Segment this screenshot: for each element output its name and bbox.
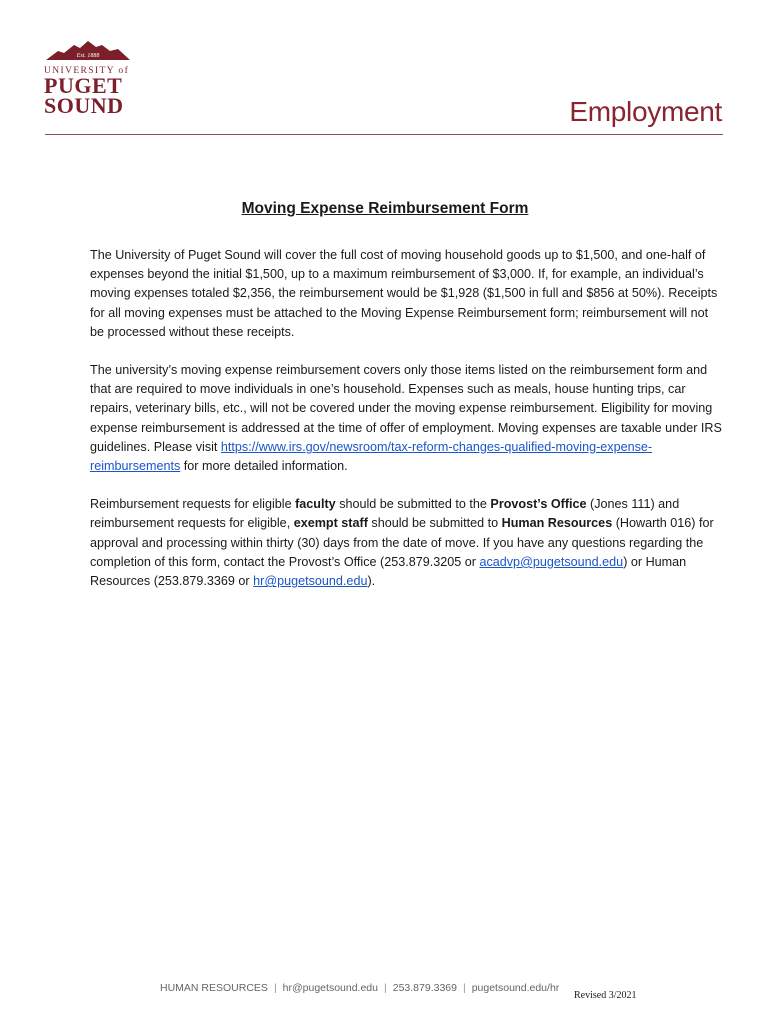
paragraph-submission [90, 495, 724, 591]
submission-text-1: Reimbursement requests for eligible [90, 497, 292, 512]
footer-separator: | [462, 982, 466, 994]
header-divider [45, 134, 723, 135]
human-resources-bold: Human Resources [501, 516, 613, 531]
provost-office-bold: Provost’s Office [490, 497, 587, 512]
faculty-bold: faculty [295, 497, 336, 512]
footer-separator: | [384, 982, 387, 994]
document-body [90, 246, 724, 610]
revised-date: Revised 3/2021 [574, 990, 637, 1001]
footer-contact [160, 982, 559, 994]
department-heading: Employment [569, 96, 722, 127]
logo-sound: SOUND [44, 93, 124, 118]
university-logo [44, 40, 134, 116]
submission-text-5: (Howarth 016) for approval and processing within thirty (30) days from the date of move. If you have any questions regarding the completion of this form, contact the Provost’s Office (253.879.3205 or [90, 516, 714, 569]
logo-puget: PUGET [44, 73, 123, 98]
footer-phone: 253.879.3369 [392, 982, 457, 994]
submission-text-2: should be submitted to the [339, 497, 487, 512]
paragraph-reimbursement-amounts: The University of Puget Sound will cover the full cost of moving household goods up to $1,500, and one-half of expenses beyond the initial $1,500, up to a maximum reimbursement of $3,000. If, for example, an individual’s moving expenses totaled $2,356, the reimbursement would be $1,928 ($1,500 in full and $856 at 50%). Receipts for all moving expenses must be attached to the Moving Expense Reimbursement form; reimbursement will not be processed without these receipts. [90, 248, 718, 339]
hr-email-link[interactable]: hr@pugetsound.edu [253, 574, 368, 589]
footer-url: pugetsound.edu/hr [471, 982, 560, 994]
logo-est-year: Est. 1888 [76, 53, 100, 59]
submission-text-3: (Jones 111) and reimbursement requests for eligible, [90, 497, 680, 531]
logo-university-of: UNIVERSITY of [44, 66, 130, 76]
footer-separator: | [273, 982, 277, 994]
acadvp-email-link[interactable]: acadvp@pugetsound.edu [479, 554, 624, 569]
submission-text-6: ) or Human Resources (253.879.3369 or [90, 554, 687, 589]
irs-link[interactable]: https://www.irs.gov/newsroom/tax-reform-changes-qualified-moving-expense-reimbursements [90, 439, 653, 474]
footer-email: hr@pugetsound.edu [282, 982, 378, 994]
coverage-end-text: for more detailed information. [183, 459, 348, 474]
paragraph-coverage [90, 361, 724, 476]
footer-dept: HUMAN RESOURCES [160, 982, 268, 994]
exempt-staff-bold: exempt staff [293, 516, 368, 531]
form-title: Moving Expense Reimbursement Form [241, 200, 529, 217]
submission-text-7: ). [367, 574, 376, 589]
coverage-text: The university’s moving expense reimbursement covers only those items listed on the reimbursement form and that are required to move individuals in one’s household. Expenses such as meals, house hunting trips, car repairs, veterinary bills, etc., will not be covered under the moving expense reimbursement. Eligibility for moving expense reimbursement is addressed at the time of offer of employment. Moving expenses are taxable under IRS guidelines. Please visit [90, 363, 722, 454]
submission-text-4: should be submitted to [371, 516, 499, 531]
